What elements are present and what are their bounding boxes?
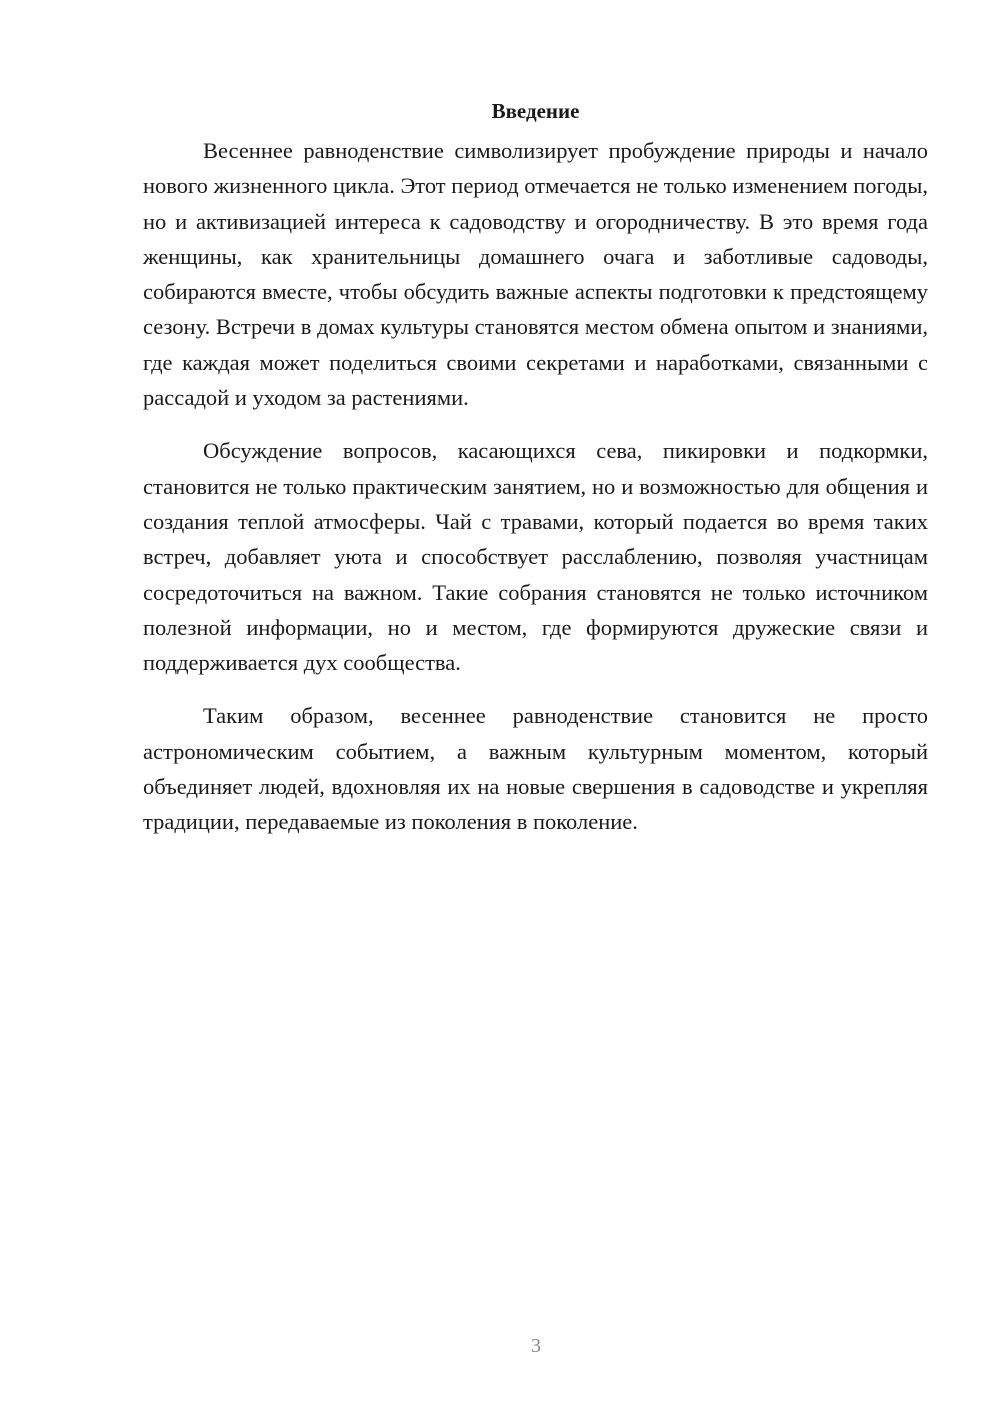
document-body xyxy=(143,96,928,858)
paragraph-3: Таким образом, весеннее равноденствие становится не просто астрономическим событием, а важным культурным моментом, который объединяет людей, вдохновляя их на новые свершения в садоводстве и укрепляя традиции, передаваемые из поколения в поколение. xyxy=(143,703,928,835)
section-heading: Введение xyxy=(491,99,580,123)
paragraph-1: Весеннее равноденствие символизирует пробуждение природы и начало нового жизненного цикла. Этот период отмечается не только изменением погоды, но и активизацией интереса к садоводству и огородничеству. В это время года женщины, как хранительницы домашнего очага и заботливые садоводы, собираются вместе, чтобы обсудить важные аспекты подготовки к предстоящему сезону. Встречи в домах культуры становятся местом обмена опытом и знаниями, где каждая может поделиться своими секретами и наработками, связанными с рассадой и уходом за растениями. xyxy=(143,138,928,411)
page-number: 3 xyxy=(531,1335,541,1357)
paragraph-2: Обсуждение вопросов, касающихся сева, пикировки и подкормки, становится не только практическим занятием, но и возможностью для общения и создания теплой атмосферы. Чай с травами, который подается во время таких встреч, добавляет уюта и способствует расслаблению, позволяя участницам сосредоточиться на важном. Такие собрания становятся не только источником полезной информации, но и местом, где формируются дружеские связи и поддерживается дух сообщества. xyxy=(143,438,928,676)
